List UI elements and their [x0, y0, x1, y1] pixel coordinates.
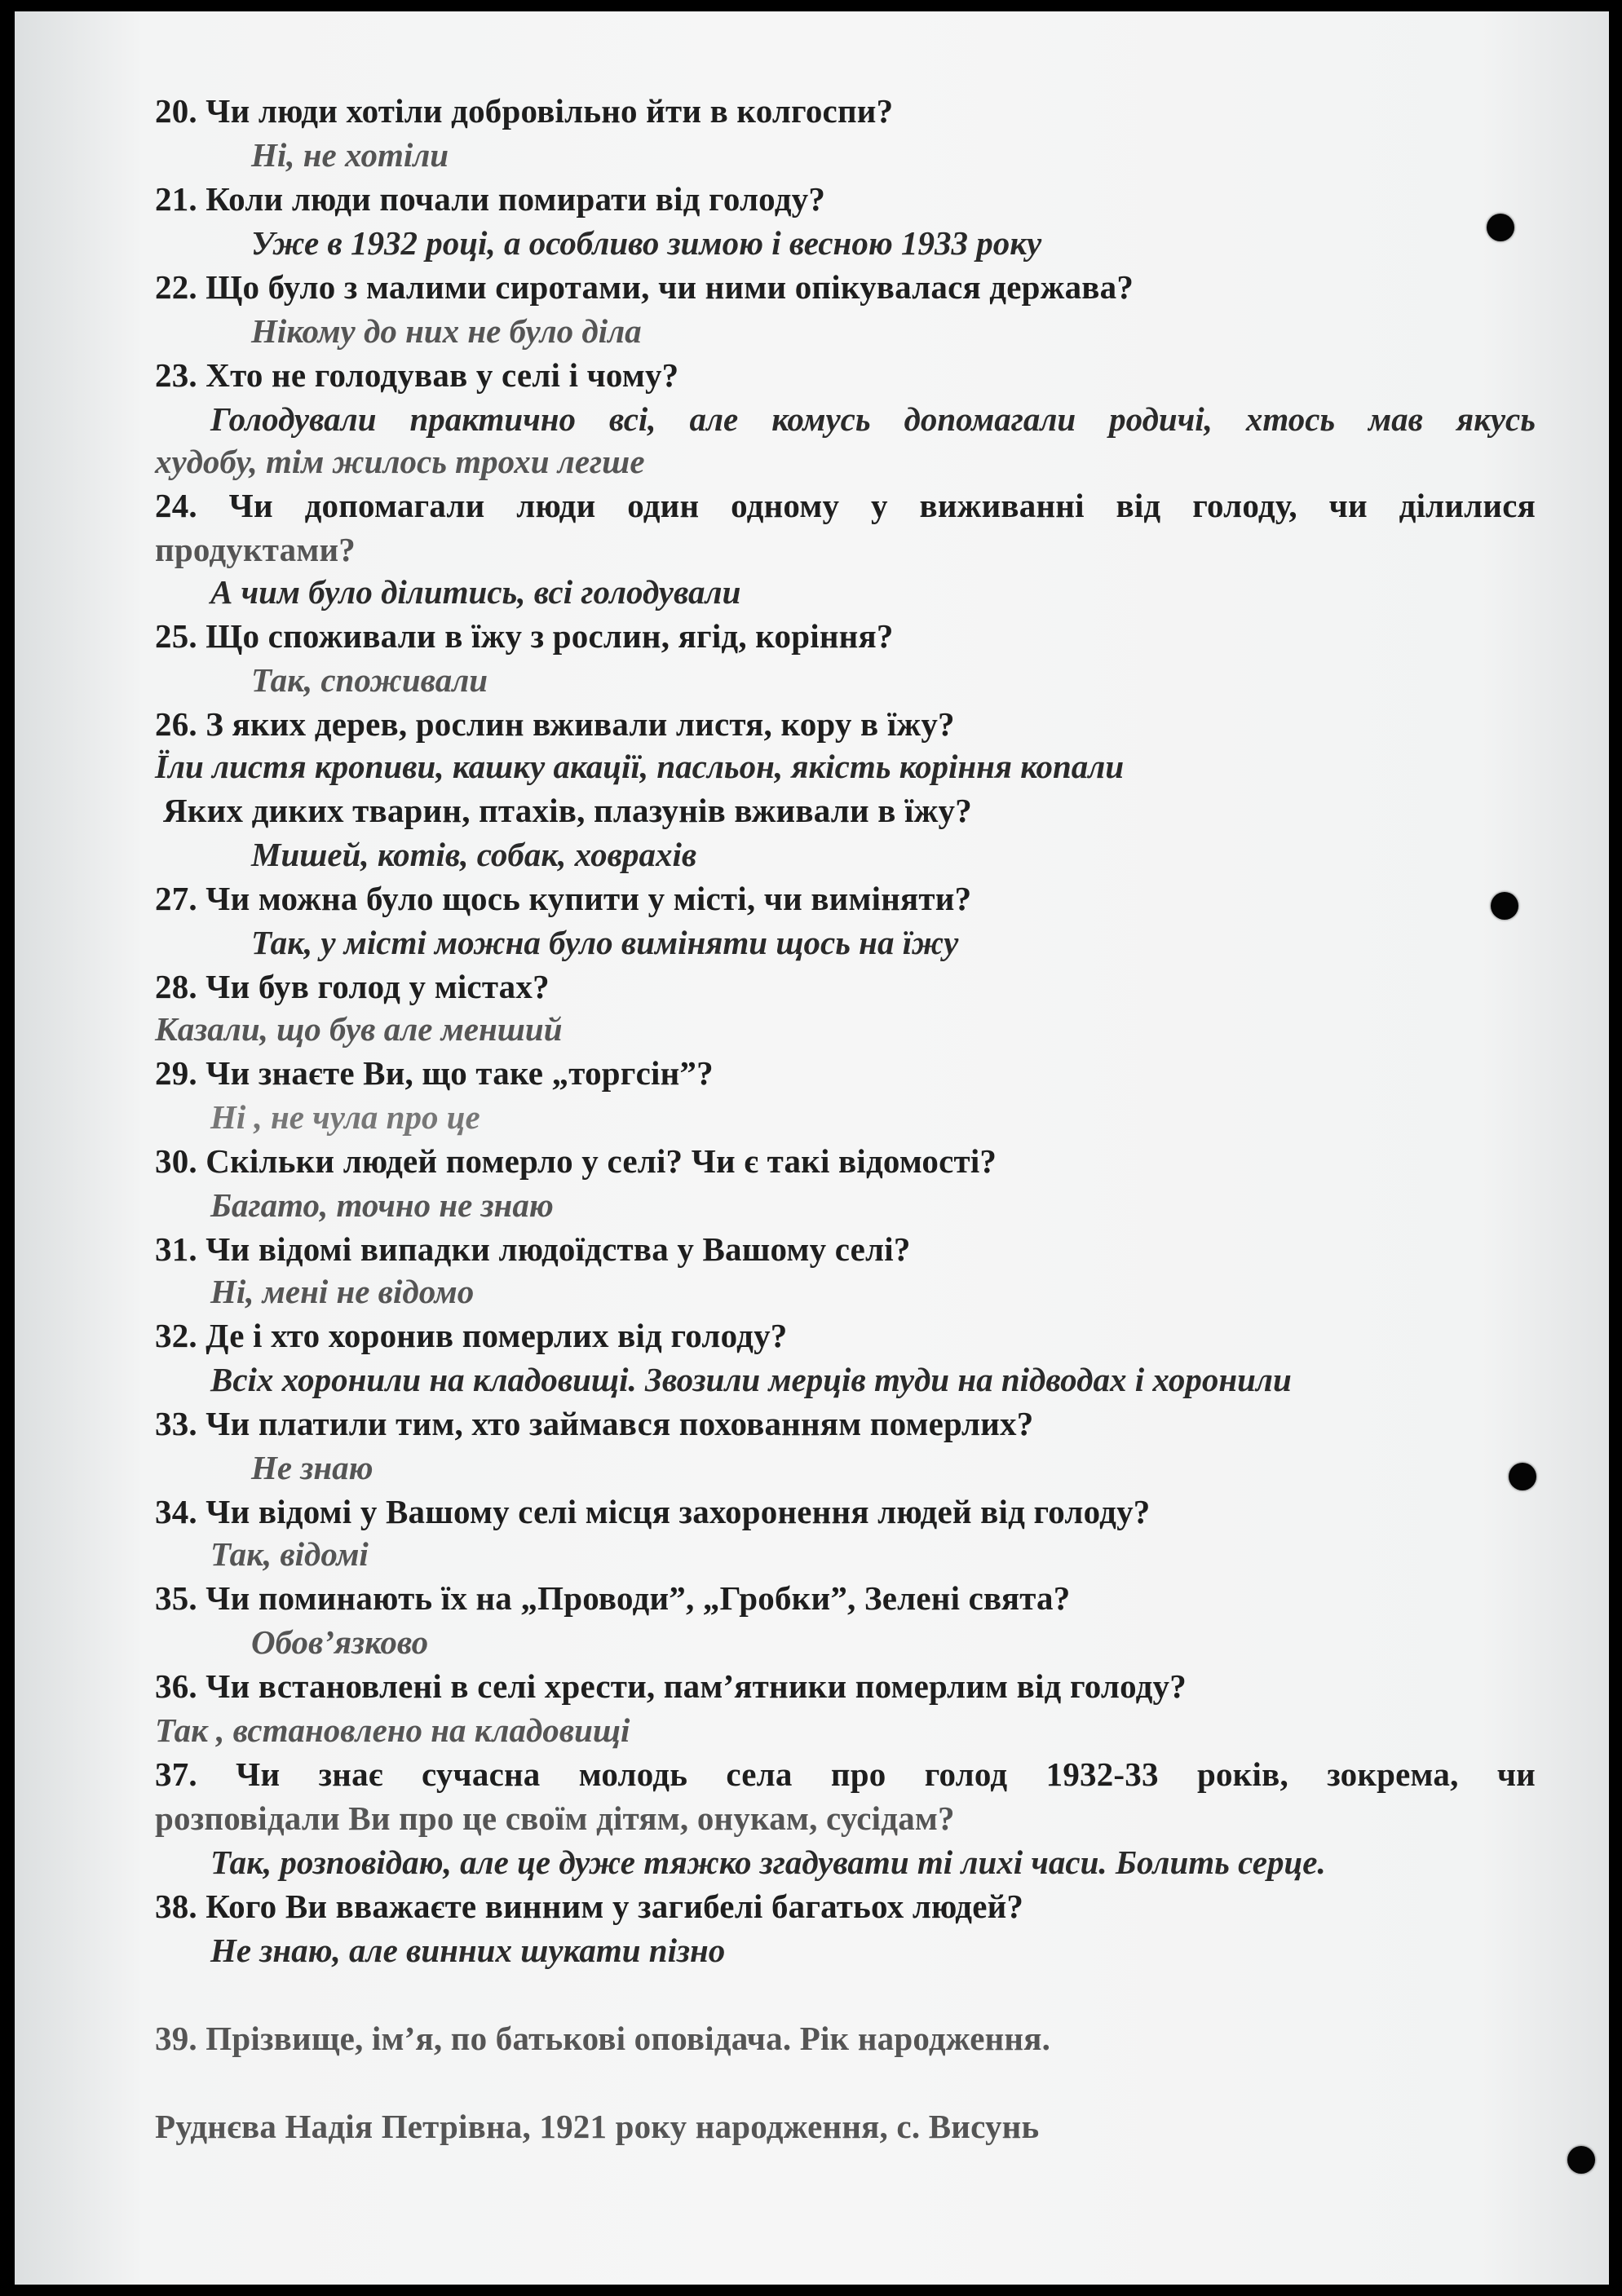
answer-37: Так, розповідаю, але це дуже тяжко згадувати ті лихі часи. Болить серце.	[210, 1843, 1326, 1881]
question-26: 26. З яких дерев, рослин вживали листя, кору в їжу?	[155, 705, 955, 743]
question-29: 29. Чи знаєте Ви, що таке „торгсін”?	[155, 1054, 714, 1092]
question-24-line-2: продуктами?	[155, 531, 356, 568]
question-30: 30. Скільки людей померло у селі? Чи є такі відомості?	[155, 1142, 997, 1180]
answer-34: Так, відомі	[210, 1535, 369, 1573]
answer-28: Казали, що був але менший	[155, 1010, 563, 1048]
answer-23-line-1: Голодували практично всі, але комусь допомагали родичі, хтось мав якусь	[210, 400, 1536, 438]
question-36: 36. Чи встановлені в селі хрести, пам’ятники померлим від голоду?	[155, 1667, 1187, 1705]
answer-32: Всіх хоронили на кладовищі. Звозили мерців туди на підводах і хоронили	[210, 1361, 1292, 1398]
question-33: 33. Чи платили тим, хто займався похованням померлих?	[155, 1405, 1034, 1442]
answer-25: Так, споживали	[251, 661, 488, 699]
answer-20: Ні, не хотіли	[251, 136, 449, 174]
answer-38: Не знаю, але винних шукати пізно	[210, 1932, 726, 1969]
question-27: 27. Чи можна було щось купити у місті, чи виміняти?	[155, 880, 972, 917]
answer-29: Ні , не чула про це	[210, 1098, 480, 1136]
question-34: 34. Чи відомі у Вашому селі місця захоронення людей від голоду?	[155, 1493, 1151, 1530]
question-39: 39. Прізвище, ім’я, по батькові оповідача. Рік народження.	[155, 2020, 1051, 2057]
answer-21: Уже в 1932 році, а особливо зимою і весною 1933 року	[251, 224, 1042, 262]
punch-hole	[1491, 892, 1518, 920]
question-31: 31. Чи відомі випадки людоїдства у Вашому селі?	[155, 1230, 911, 1268]
question-21: 21. Коли люди почали помирати від голоду?	[155, 180, 826, 218]
question-37-line-2: розповідали Ви про це своїм дітям, онукам, сусідам?	[155, 1799, 955, 1837]
narrator-signature-line: Руднєва Надія Петрівна, 1921 року народження, с. Висунь	[155, 2108, 1040, 2145]
question-23: 23. Хто не голодував у селі і чому?	[155, 356, 679, 394]
answer-35: Обов’язково	[251, 1623, 429, 1661]
question-32: 32. Де і хто хоронив померлих від голоду?	[155, 1317, 788, 1354]
question-37-line-1: 37. Чи знає сучасна молодь села про голод 1932-33 років, зокрема, чи	[155, 1755, 1536, 1793]
document-page	[15, 11, 1609, 2285]
answer-36: Так , встановлено на кладовищі	[155, 1711, 630, 1749]
question-26-b: Яких диких тварин, птахів, плазунів вживали в їжу?	[163, 792, 972, 829]
answer-26-b: Мишей, котів, собак, ховрахів	[251, 836, 697, 873]
answer-30: Багато, точно не знаю	[210, 1186, 554, 1224]
question-38: 38. Кого Ви вважаєте винним у загибелі багатьох людей?	[155, 1888, 1024, 1925]
answer-26: Їли листя кропиви, кашку акації, пасльон, якість коріння копали	[155, 748, 1125, 785]
question-28: 28. Чи був голод у містах?	[155, 968, 550, 1005]
question-24-line-1: 24. Чи допомагали люди один одному у виживанні від голоду, чи ділилися	[155, 487, 1536, 524]
answer-27: Так, у місті можна було виміняти щось на їжу	[251, 924, 959, 961]
answer-23-line-2: худобу, тім жилось трохи легше	[155, 443, 645, 480]
answer-24: А чим було ділитись, всі голодували	[210, 573, 741, 611]
question-35: 35. Чи поминають їх на „Проводи”, „Гробки”, Зелені свята?	[155, 1579, 1071, 1617]
question-22: 22. Що було з малими сиротами, чи ними опікувалася держава?	[155, 268, 1134, 306]
question-25: 25. Що споживали в їжу з рослин, ягід, коріння?	[155, 617, 894, 655]
question-20: 20. Чи люди хотіли добровільно йти в колгоспи?	[155, 92, 894, 130]
answer-33: Не знаю	[251, 1449, 373, 1486]
punch-hole	[1487, 214, 1514, 241]
punch-hole	[1567, 2146, 1595, 2174]
answer-31: Ні, мені не відомо	[210, 1273, 475, 1310]
punch-hole	[1509, 1463, 1536, 1490]
answer-22: Нікому до них не було діла	[251, 312, 642, 350]
